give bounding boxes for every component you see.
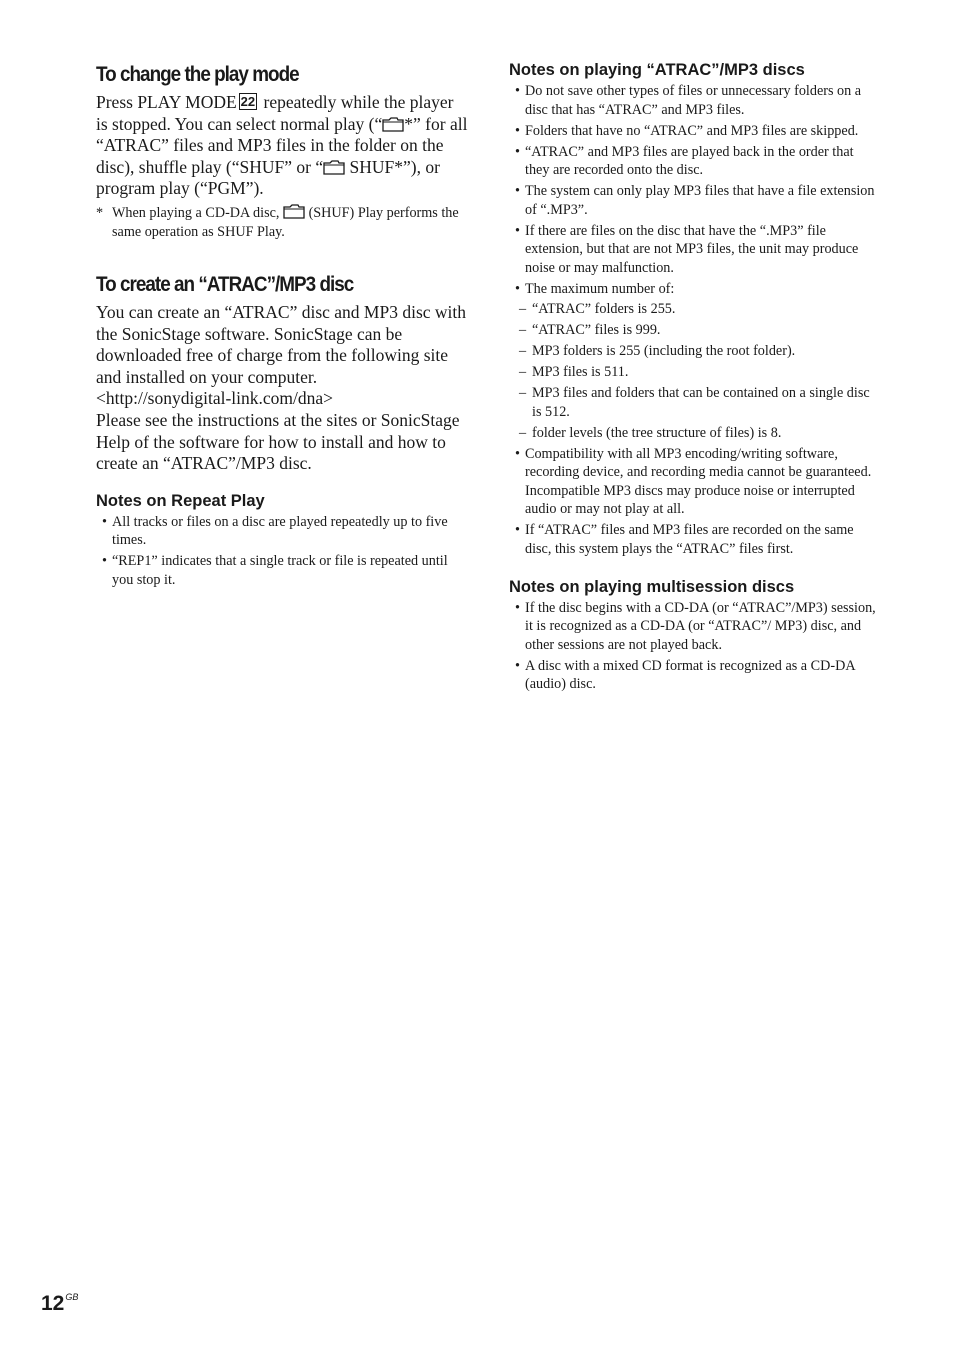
right-column (509, 58, 879, 696)
multisession-notes-list (509, 599, 879, 694)
atrac-notes-heading: Notes on playing “ATRAC”/MP3 discs (509, 61, 805, 79)
list-item-text: “ATRAC” and MP3 files are played back in the order that they are recorded onto the disc. (525, 143, 854, 178)
bullet-icon: • (515, 143, 520, 160)
list-item-text: MP3 folders is 255 (including the root folder). (532, 343, 796, 359)
bullet-icon: • (515, 445, 520, 462)
list-item (519, 342, 879, 361)
list-item-text: “ATRAC” files is 999. (532, 322, 661, 338)
list-item (509, 143, 879, 180)
footnote-mark: * (96, 204, 104, 221)
list-item (519, 363, 879, 382)
list-item-text: Do not save other types of files or unnecessary folders on a disc that has “ATRAC” and MP3 files. (525, 83, 862, 118)
play-mode-text-3: *” for all “ATRAC” files and MP3 files in the folder on the disc), shuffle play (“SHUF” or “ (96, 113, 468, 177)
list-item-text: MP3 files and folders that can be contained on a single disc is 512. (532, 385, 870, 420)
dash-icon: – (519, 343, 527, 359)
dash-icon: – (519, 301, 527, 317)
list-item-text: If there are files on the disc that have the “.MP3” file extension, but that are not MP3 files, the unit may produce noise or may malfunction. (525, 222, 859, 276)
list-item (519, 321, 879, 340)
play-mode-text-1: Press PLAY MODE (96, 92, 237, 112)
callout-number-box: 22 (240, 94, 256, 109)
bullet-icon: • (102, 513, 107, 530)
list-item (519, 424, 879, 443)
play-mode-footnote (96, 204, 468, 242)
bullet-icon: • (102, 553, 107, 570)
create-disc-text: You can create an “ATRAC” disc and MP3 disc with the SonicStage software. SonicStage can be downloaded free of charge from the following site and installed on your computer. (96, 301, 467, 387)
play-mode-body (96, 92, 468, 200)
bullet-icon: • (515, 83, 520, 99)
list-item-text: The system can only play MP3 files that have a file extension of “.MP3”. (525, 183, 875, 218)
bullet-icon: • (515, 183, 520, 199)
bullet-icon: • (515, 280, 520, 297)
list-item-text: The maximum number of: (525, 280, 675, 297)
folder-icon (323, 160, 345, 175)
list-item-text: folder levels (the tree structure of files) is 8. (532, 424, 782, 441)
page-number (41, 1283, 78, 1318)
create-disc-heading: To create an “ATRAC”/MP3 disc (96, 272, 354, 296)
left-column (96, 58, 468, 592)
page-number-value: 12 (41, 1292, 65, 1315)
list-item-text: Folders that have no “ATRAC” and MP3 files are skipped. (525, 122, 859, 139)
multisession-notes-heading: Notes on playing multisession discs (509, 577, 795, 596)
folder-icon (283, 204, 305, 219)
list-item-text: MP3 files is 511. (532, 364, 629, 380)
create-disc-text-2: Please see the instructions at the sites or SonicStage Help of the software for how to install and how to create an “ATRAC”/MP3 disc. (96, 409, 460, 474)
repeat-notes-list (96, 513, 468, 590)
dash-icon: – (519, 424, 527, 441)
list-item (96, 552, 468, 589)
page-number-suffix: GB (65, 1292, 79, 1302)
bullet-icon: • (515, 122, 520, 139)
list-item (509, 521, 879, 558)
list-item (509, 599, 879, 655)
list-item (509, 82, 879, 119)
list-item (509, 445, 879, 519)
list-item (519, 384, 879, 421)
dash-icon: – (519, 385, 527, 401)
download-url-link[interactable]: <http://sonydigital-link.com/dna> (96, 388, 334, 409)
list-item-text: All tracks or files on a disc are played repeatedly up to five times. (112, 513, 448, 549)
bullet-icon: • (515, 522, 520, 538)
list-item-text: If the disc begins with a CD-DA (or “ATRAC”/MP3) session, it is recognized as a CD-DA (or “ATRAC”/ MP3) disc, and other sessions are not played back. (525, 599, 876, 653)
list-item (509, 122, 879, 141)
list-item-text: Compatibility with all MP3 encoding/writing software, recording device, and recording media cannot be guaranteed. Incompatible MP3 discs may produce noise or interrupted audio or may not play at all. (525, 445, 872, 517)
create-disc-body (96, 302, 468, 475)
dash-icon: – (519, 322, 527, 338)
bullet-icon: • (515, 599, 520, 616)
play-mode-text-4: SHUF*”), or program play (“PGM”). (96, 156, 440, 199)
bullet-icon: • (515, 222, 520, 239)
footnote-text-2: (SHUF) Play performs the same operation as SHUF Play. (112, 204, 459, 240)
list-item-text: A disc with a mixed CD format is recognized as a CD-DA (audio) disc. (525, 657, 855, 692)
list-item (509, 182, 879, 219)
dash-icon: – (519, 364, 527, 380)
list-item (96, 513, 468, 550)
footnote-text-1: When playing a CD-DA disc, (112, 204, 280, 221)
list-item-text: If “ATRAC” files and MP3 files are recorded on the same disc, this system plays the “ATRAC” files first. (525, 522, 854, 557)
list-item (519, 300, 879, 319)
bullet-icon: • (515, 657, 520, 674)
play-mode-heading: To change the play mode (96, 63, 299, 86)
max-number-list (519, 300, 879, 442)
repeat-notes-heading: Notes on Repeat Play (96, 491, 265, 510)
list-item (509, 222, 879, 278)
list-item (509, 280, 879, 443)
atrac-notes-list (509, 82, 879, 558)
list-item (509, 657, 879, 694)
list-item-text: “ATRAC” folders is 255. (532, 301, 676, 317)
list-item-text: “REP1” indicates that a single track or file is repeated until you stop it. (112, 553, 448, 588)
play-mode-text-2: repeatedly while the player is stopped. You can select normal play (“ (96, 92, 454, 134)
folder-icon (382, 117, 404, 132)
